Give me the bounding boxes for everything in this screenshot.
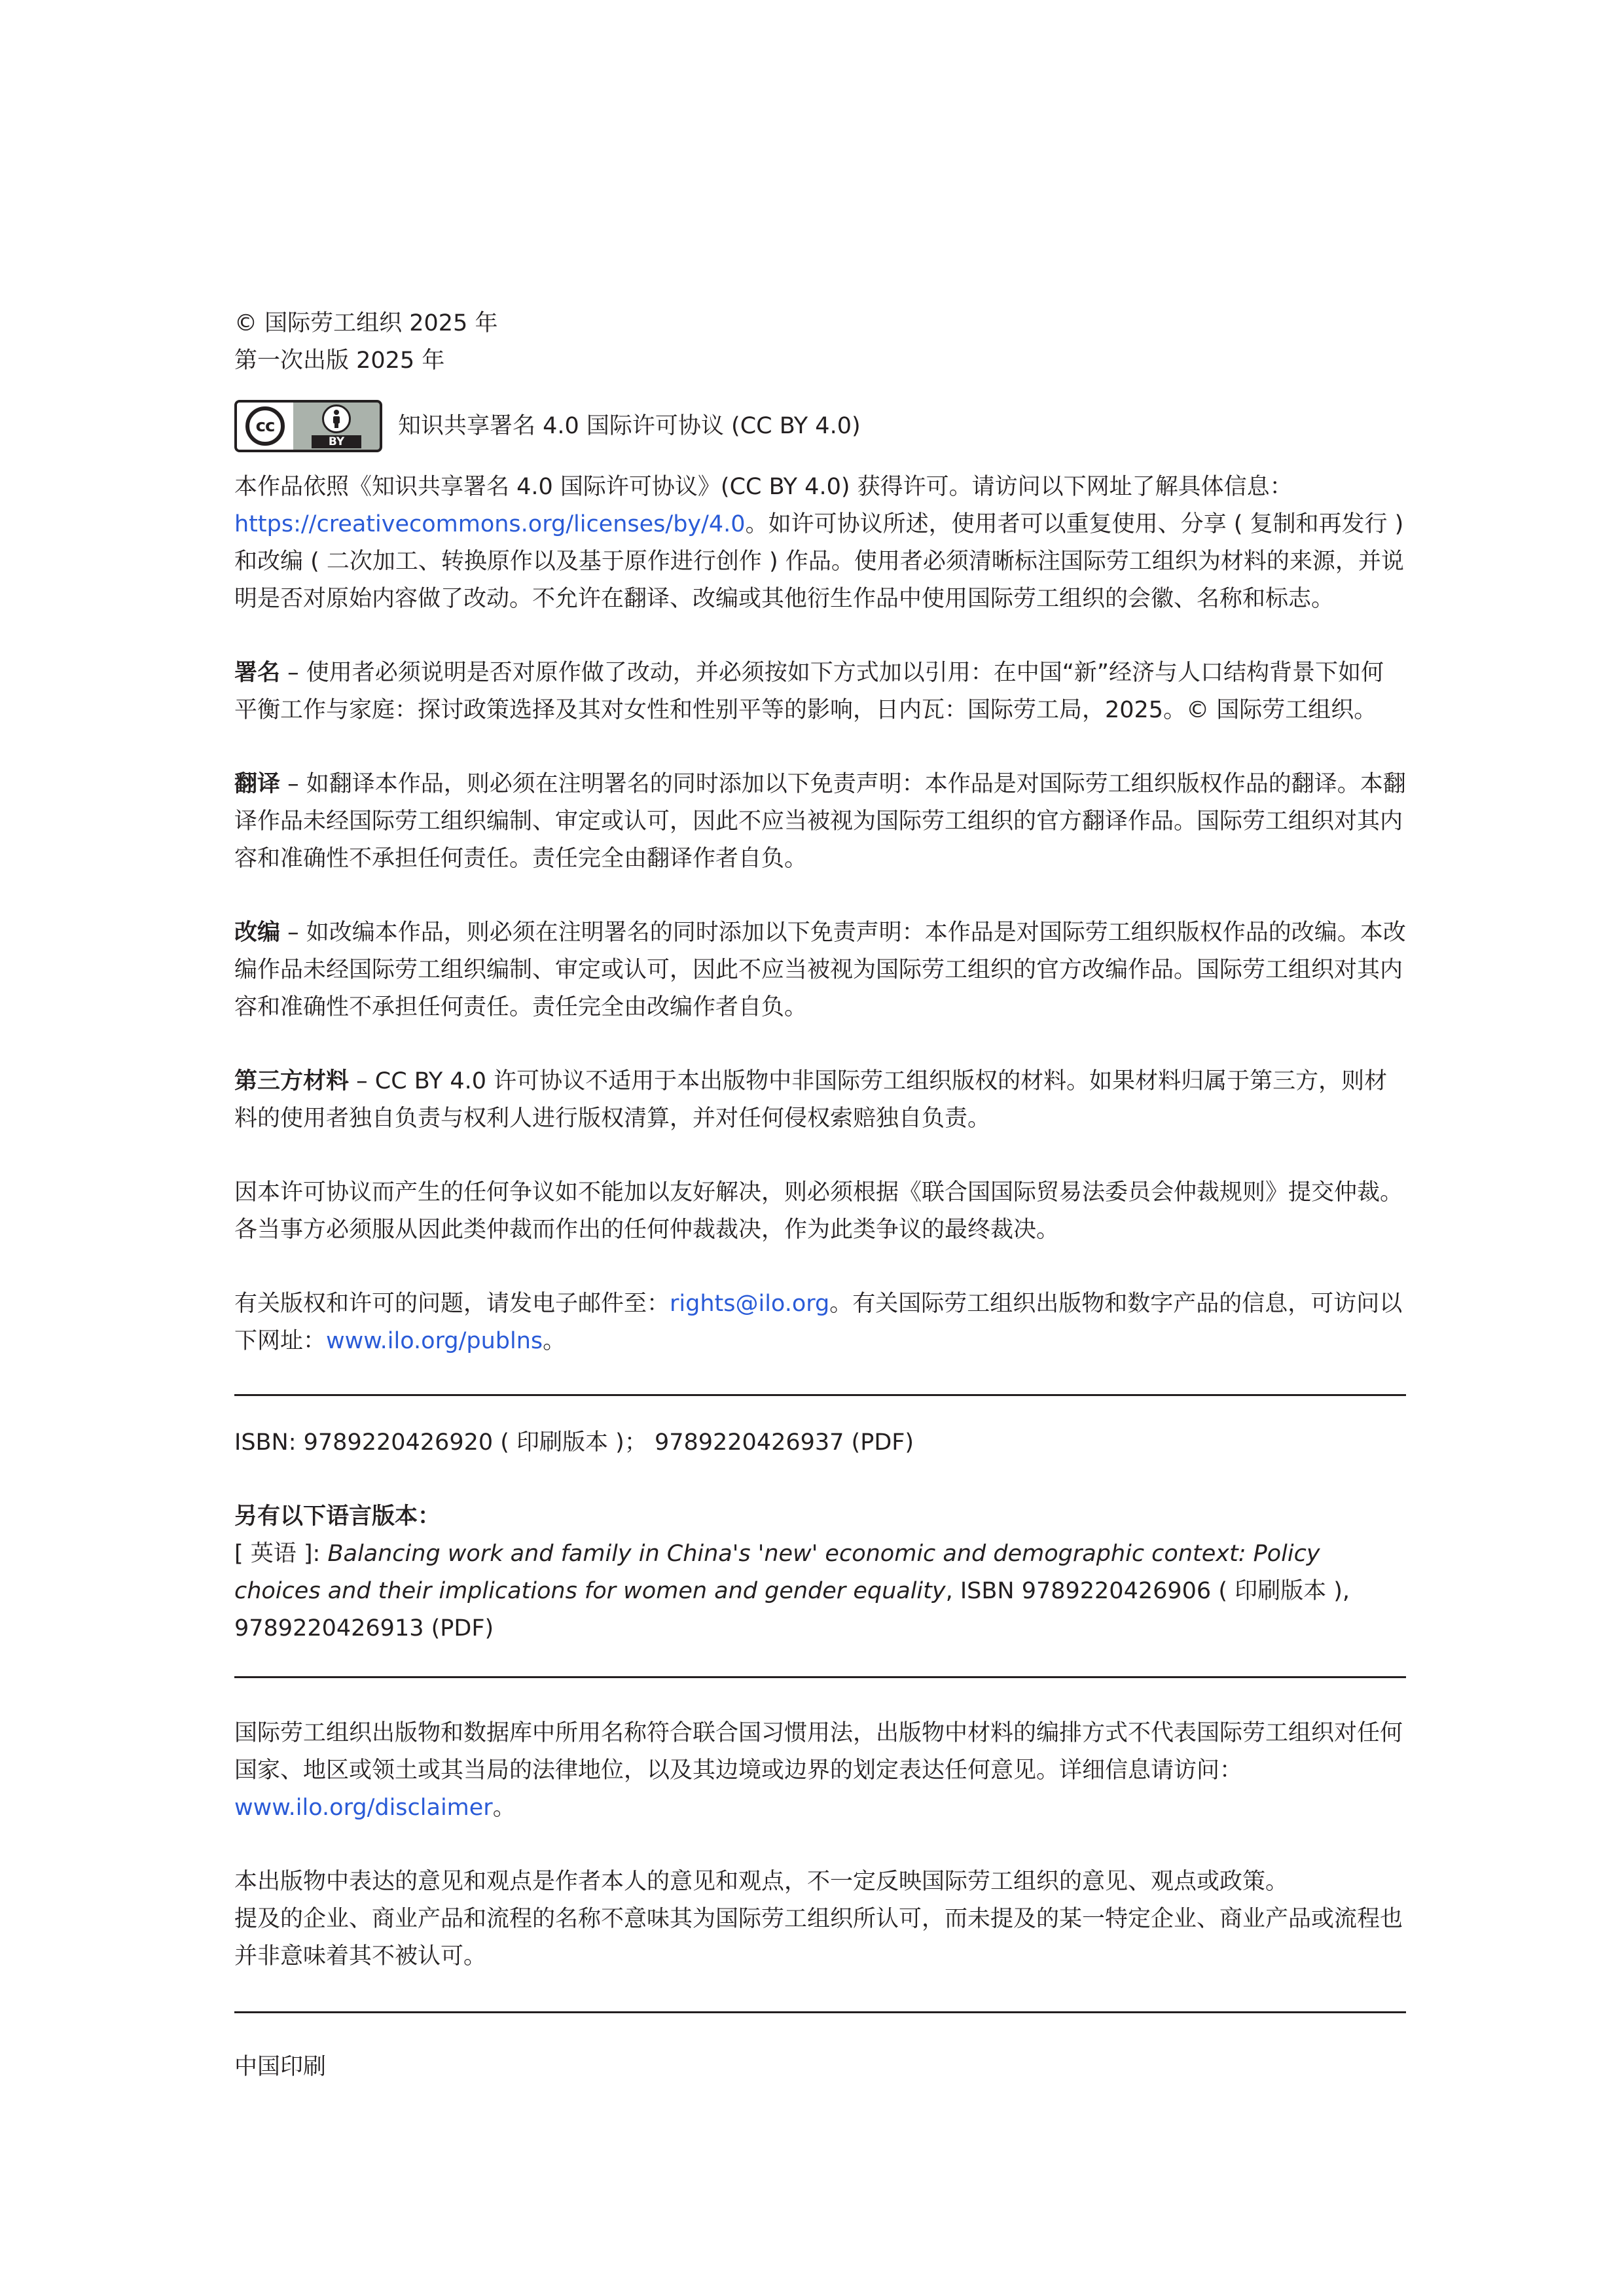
license-url-link[interactable]: https://creativecommons.org/licenses/by/4.0 (234, 511, 746, 537)
divider (234, 1394, 1406, 1396)
dispute-paragraph: 因本许可协议而产生的任何争议如不能加以友好解决，则必须根据《联合国国际贸易法委员会仲裁规则》提交仲裁。各当事方必须服从因此类仲裁而作出的任何仲裁裁决，作为此类争议的最终裁决。 (234, 1179, 1403, 1243)
cc-logo (237, 403, 293, 450)
license-paragraph: 本作品依照《知识共享署名 4.0 国际许可协议》(CC BY 4.0) 获得许可。请访问以下网址了解具体信息：https://creativecommons.org/licenses/by/4.0。如许可协议所述，使用者可以重复使用、分享 ( 复制和再发行 ) 和改编 ( 二次加工、转换原作以及基于原作进行创作 ) 作品。使用者必须清晰标注国际劳工组织为材料的来源，并说明是否对原始内容做了改动。不允许在翻译、改编或其他衍生作品中使用国际劳工组织的会徽、名称和标志。 (234, 474, 1404, 612)
isbn-line: ISBN: 9789220426920 ( 印刷版本 )； 9789220426937 (PDF) (234, 1429, 914, 1456)
copyright-page (234, 305, 1406, 2086)
divider (234, 2011, 1406, 2013)
copyright-line: © 国际劳工组织 2025 年 (234, 310, 498, 336)
by-label: BY (312, 435, 361, 448)
license-row (234, 398, 1406, 454)
rights-email-link[interactable]: rights@ilo.org (670, 1291, 830, 1317)
divider (234, 1676, 1406, 1678)
license-label: 知识共享署名 4.0 国际许可协议 (CC BY 4.0) (398, 412, 861, 439)
languages-entry: [ 英语 ]: Balancing work and family in China's 'new' economic and demographic context: Policy choices and their implications for women and gender equality, ISBN 9789220426906 ( 印刷版本 ), 9789220426913 (PDF) (234, 1541, 1350, 1641)
attribution-heading: 署名 (234, 660, 281, 686)
publns-link[interactable]: www.ilo.org/publns (326, 1328, 543, 1354)
translation-heading: 翻译 (234, 771, 281, 797)
languages-heading: 另有以下语言版本： (234, 1503, 441, 1530)
disclaimer-link[interactable]: www.ilo.org/disclaimer (234, 1795, 493, 1821)
contact-paragraph: 有关版权和许可的问题，请发电子邮件至：rights@ilo.org。有关国际劳工组织出版物和数字产品的信息，可访问以下网址：www.ilo.org/publns。 (234, 1291, 1403, 1354)
adaptation-paragraph: 改编 – 如改编本作品，则必须在注明署名的同时添加以下免责声明：本作品是对国际劳工组织版权作品的改编。本改编作品未经国际劳工组织编制、审定或认可，因此不应当被视为国际劳工组织的官方改编作品。国际劳工组织对其内容和准确性不承担任何责任。责任完全由改编作者自负。 (234, 920, 1406, 1020)
opinions-line: 本出版物中表达的意见和观点是作者本人的意见和观点，不一定反映国际劳工组织的意见、观点或政策。 (234, 1869, 1289, 1895)
third-party-paragraph: 第三方材料 – CC BY 4.0 许可协议不适用于本出版物中非国际劳工组织版权的材料。如果材料归属于第三方，则材料的使用者独自负责与权利人进行版权清算，并对任何侵权索赔独自负责。 (234, 1068, 1388, 1132)
translation-paragraph: 翻译 – 如翻译本作品，则必须在注明署名的同时添加以下免责声明：本作品是对国际劳工组织版权作品的翻译。本翻译作品未经国际劳工组织编制、审定或认可，因此不应当被视为国际劳工组织的官方翻译作品。国际劳工组织对其内容和准确性不承担任何责任。责任完全由翻译作者自负。 (234, 771, 1406, 872)
printed-in-line: 中国印刷 (234, 2054, 327, 2080)
person-icon (322, 404, 351, 433)
english-title: Balancing work and family in China's 'new' economic and demographic context: Policy choices and their implications for women and gender equality (234, 1541, 1320, 1604)
first-edition-line: 第一次出版 2025 年 (234, 348, 445, 374)
endorsement-paragraph: 提及的企业、商业产品和流程的名称不意味其为国际劳工组织所认可，而未提及的某一特定企业、商业产品或流程也并非意味着其不被认可。 (234, 1906, 1403, 1969)
cc-icon: cc (245, 406, 285, 446)
cc-by-badge[interactable] (234, 400, 382, 452)
disclaimer-paragraph: 国际劳工组织出版物和数据库中所用名称符合联合国习惯用法，出版物中材料的编排方式不代表国际劳工组织对任何国家、地区或领土或其当局的法律地位，以及其边境或边界的划定表达任何意见。详细信息请访问：www.ilo.org/disclaimer。 (234, 1720, 1403, 1821)
third-party-heading: 第三方材料 (234, 1068, 350, 1094)
attribution-paragraph: 署名 – 使用者必须说明是否对原作做了改动，并必须按如下方式加以引用：在中国“新”经济与人口结构背景下如何平衡工作与家庭：探讨政策选择及其对女性和性别平等的影响，日内瓦：国际劳工局，2025。© 国际劳工组织。 (234, 660, 1384, 723)
adaptation-heading: 改编 (234, 920, 281, 946)
